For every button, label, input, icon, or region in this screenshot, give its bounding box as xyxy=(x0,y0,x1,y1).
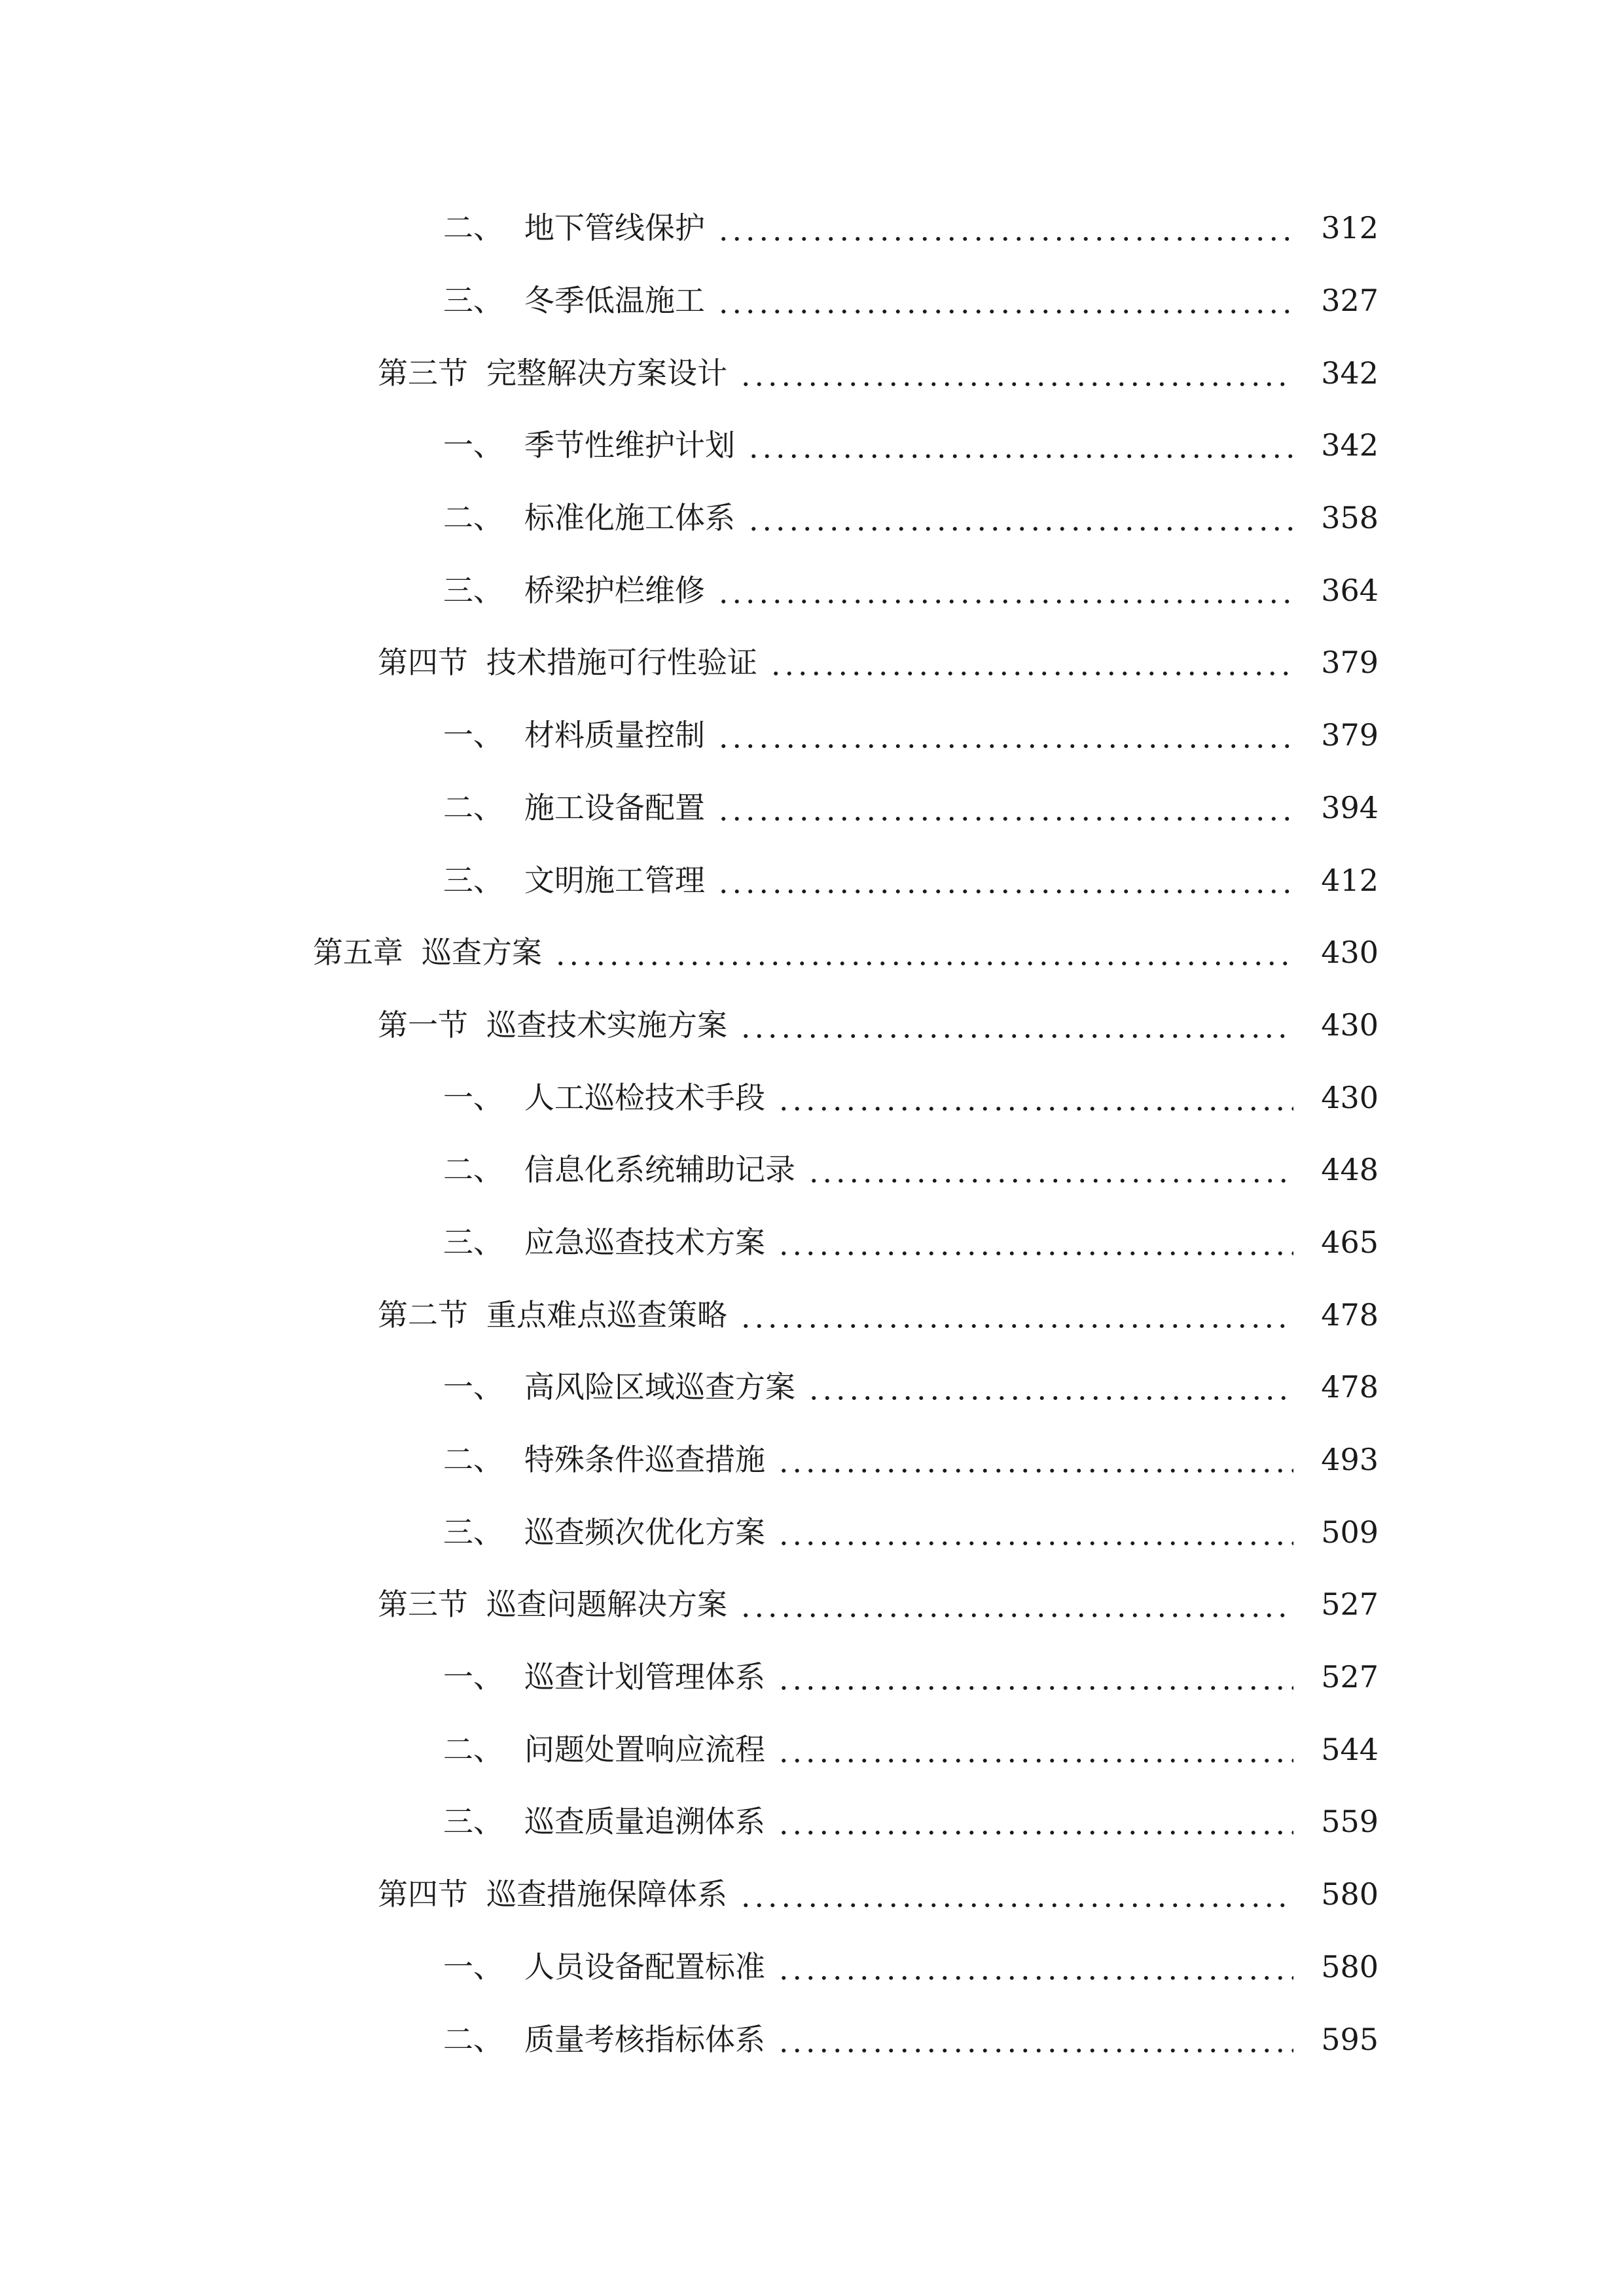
toc-entry-number: 三、 xyxy=(443,1224,503,1260)
toc-entry-title: 材料质量控制 xyxy=(524,717,705,753)
toc-dot-leader xyxy=(777,1083,1293,1113)
toc-entry-number: 一、 xyxy=(443,1948,503,1984)
toc-entry-title: 完整解决方案设计 xyxy=(486,355,727,391)
toc-entry-page: 559 xyxy=(1321,1804,1379,1840)
toc-entry-number: 一、 xyxy=(443,427,503,463)
toc-entry-page: 364 xyxy=(1321,572,1379,608)
toc-entry-number: 三、 xyxy=(443,572,503,608)
toc-dot-leader xyxy=(777,2024,1293,2054)
toc-dot-leader xyxy=(777,1734,1293,1765)
toc-entry-number: 二、 xyxy=(443,1442,503,1478)
toc-entry-page: 509 xyxy=(1321,1514,1379,1550)
toc-entry-title: 信息化系统辅助记录 xyxy=(524,1152,795,1188)
toc-entry-title: 巡查措施保障体系 xyxy=(486,1876,727,1912)
toc-dot-leader xyxy=(717,865,1293,895)
toc-dot-leader xyxy=(777,1227,1293,1257)
toc-dot-leader xyxy=(739,358,1293,388)
toc-entry-number: 一、 xyxy=(443,717,503,753)
toc-entry-title: 施工设备配置 xyxy=(524,789,705,825)
toc-entry-number: 二、 xyxy=(443,2021,503,2057)
toc-entry[interactable] xyxy=(0,1206,1624,1279)
toc-entry-page: 430 xyxy=(1321,1079,1379,1115)
toc-entry-number: 第五章 xyxy=(313,935,403,971)
toc-entry-number: 第三节 xyxy=(378,1587,468,1623)
toc-entry-page: 312 xyxy=(1321,210,1379,246)
toc-entry-title: 特殊条件巡查措施 xyxy=(524,1442,765,1478)
toc-entry-number: 一、 xyxy=(443,1369,503,1405)
toc-entry-title: 巡查计划管理体系 xyxy=(524,1659,765,1695)
toc-dot-leader xyxy=(739,1300,1293,1330)
toc-entry-title: 巡查技术实施方案 xyxy=(486,1007,727,1043)
toc-entry[interactable] xyxy=(0,989,1624,1062)
toc-dot-leader xyxy=(777,1517,1293,1547)
toc-entry[interactable] xyxy=(0,554,1624,626)
toc-entry-title: 季节性维护计划 xyxy=(524,427,735,463)
toc-entry-title: 标准化施工体系 xyxy=(524,500,735,536)
toc-entry[interactable] xyxy=(0,1424,1624,1496)
toc-entry[interactable] xyxy=(0,1858,1624,1931)
toc-entry-title: 桥梁护栏维修 xyxy=(524,572,705,608)
toc-entry-number: 三、 xyxy=(443,283,503,319)
toc-dot-leader xyxy=(717,285,1293,315)
toc-entry[interactable] xyxy=(0,1278,1624,1351)
toc-entry-page: 342 xyxy=(1321,427,1379,463)
toc-entry[interactable] xyxy=(0,1496,1624,1568)
toc-entry-number: 第四节 xyxy=(378,645,468,681)
toc-entry[interactable] xyxy=(0,1061,1624,1134)
toc-entry-page: 394 xyxy=(1321,789,1379,825)
toc-entry[interactable] xyxy=(0,1641,1624,1713)
toc-dot-leader xyxy=(739,1879,1293,1909)
toc-entry-title: 技术措施可行性验证 xyxy=(486,645,757,681)
toc-entry-page: 595 xyxy=(1321,2021,1379,2057)
toc-dot-leader xyxy=(769,647,1293,677)
toc-entry[interactable] xyxy=(0,1785,1624,1858)
toc-entry[interactable] xyxy=(0,2003,1624,2075)
toc-dot-leader xyxy=(739,1589,1293,1619)
toc-entry[interactable] xyxy=(0,264,1624,337)
toc-entry-page: 493 xyxy=(1321,1442,1379,1478)
toc-dot-leader xyxy=(717,575,1293,605)
toc-entry-page: 379 xyxy=(1321,717,1379,753)
toc-entry[interactable] xyxy=(0,699,1624,772)
toc-entry-page: 478 xyxy=(1321,1297,1379,1333)
toc-entry[interactable] xyxy=(0,626,1624,699)
toc-entry-page: 430 xyxy=(1321,935,1379,971)
toc-entry-page: 580 xyxy=(1321,1876,1379,1912)
toc-entry-number: 三、 xyxy=(443,862,503,898)
toc-entry-page: 544 xyxy=(1321,1731,1379,1767)
toc-entry-page: 465 xyxy=(1321,1224,1379,1260)
toc-entry-page: 580 xyxy=(1321,1948,1379,1984)
toc-entry-page: 327 xyxy=(1321,283,1379,319)
toc-entry-title: 问题处置响应流程 xyxy=(524,1731,765,1767)
toc-entry-number: 三、 xyxy=(443,1514,503,1550)
toc-entry-number: 二、 xyxy=(443,1731,503,1767)
toc-entry-title: 高风险区域巡查方案 xyxy=(524,1369,795,1405)
toc-dot-leader xyxy=(777,1444,1293,1475)
toc-entry-number: 第一节 xyxy=(378,1007,468,1043)
toc-entry-page: 478 xyxy=(1321,1369,1379,1405)
table-of-contents xyxy=(0,192,1624,2075)
toc-entry[interactable] xyxy=(0,844,1624,916)
toc-entry[interactable] xyxy=(0,409,1624,482)
toc-entry-number: 二、 xyxy=(443,1152,503,1188)
toc-entry-page: 412 xyxy=(1321,862,1379,898)
toc-entry[interactable] xyxy=(0,192,1624,264)
toc-entry-page: 379 xyxy=(1321,645,1379,681)
toc-dot-leader xyxy=(807,1372,1293,1402)
toc-entry-page: 430 xyxy=(1321,1007,1379,1043)
toc-dot-leader xyxy=(777,1952,1293,1982)
toc-dot-leader xyxy=(807,1155,1293,1185)
toc-dot-leader xyxy=(777,1806,1293,1837)
toc-dot-leader xyxy=(739,1010,1293,1040)
toc-entry-page: 358 xyxy=(1321,500,1379,536)
toc-dot-leader xyxy=(717,213,1293,243)
toc-entry-title: 质量考核指标体系 xyxy=(524,2021,765,2057)
toc-entry[interactable] xyxy=(0,336,1624,409)
toc-entry[interactable] xyxy=(0,772,1624,844)
toc-entry-number: 二、 xyxy=(443,789,503,825)
toc-entry-number: 第三节 xyxy=(378,355,468,391)
toc-entry-title: 应急巡查技术方案 xyxy=(524,1224,765,1260)
toc-entry[interactable] xyxy=(0,1713,1624,1785)
toc-entry-title: 巡查质量追溯体系 xyxy=(524,1804,765,1840)
toc-entry[interactable] xyxy=(0,1931,1624,2003)
toc-entry-title: 巡查频次优化方案 xyxy=(524,1514,765,1550)
toc-entry-page: 527 xyxy=(1321,1587,1379,1623)
toc-entry-page: 342 xyxy=(1321,355,1379,391)
toc-entry-title: 人工巡检技术手段 xyxy=(524,1079,765,1115)
toc-dot-leader xyxy=(747,503,1293,533)
toc-entry[interactable] xyxy=(0,482,1624,554)
toc-dot-leader xyxy=(554,937,1293,967)
toc-entry-number: 二、 xyxy=(443,210,503,246)
toc-entry-number: 第四节 xyxy=(378,1876,468,1912)
toc-entry-title: 地下管线保护 xyxy=(524,210,705,246)
toc-entry[interactable] xyxy=(0,1351,1624,1424)
toc-entry[interactable] xyxy=(0,1134,1624,1206)
toc-entry-title: 文明施工管理 xyxy=(524,862,705,898)
toc-entry-title: 巡查方案 xyxy=(422,935,542,971)
toc-entry-number: 第二节 xyxy=(378,1297,468,1333)
toc-dot-leader xyxy=(777,1662,1293,1692)
toc-entry-title: 人员设备配置标准 xyxy=(524,1948,765,1984)
toc-entry[interactable] xyxy=(0,916,1624,989)
toc-dot-leader xyxy=(747,430,1293,460)
toc-entry-number: 一、 xyxy=(443,1659,503,1695)
toc-entry-title: 巡查问题解决方案 xyxy=(486,1587,727,1623)
toc-entry-number: 一、 xyxy=(443,1079,503,1115)
toc-entry-number: 三、 xyxy=(443,1804,503,1840)
toc-entry[interactable] xyxy=(0,1568,1624,1641)
toc-dot-leader xyxy=(717,793,1293,823)
toc-dot-leader xyxy=(717,720,1293,750)
toc-entry-page: 527 xyxy=(1321,1659,1379,1695)
toc-entry-page: 448 xyxy=(1321,1152,1379,1188)
toc-entry-title: 冬季低温施工 xyxy=(524,283,705,319)
toc-entry-title: 重点难点巡查策略 xyxy=(486,1297,727,1333)
toc-entry-number: 二、 xyxy=(443,500,503,536)
